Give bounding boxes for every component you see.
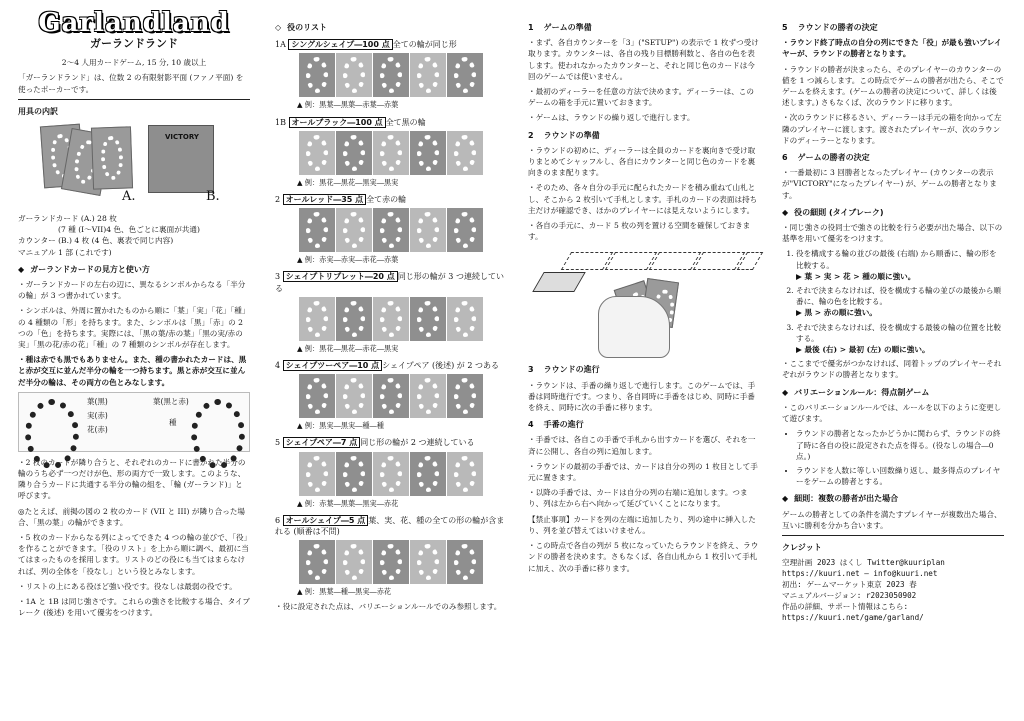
howto-p7: ・リストの上にある役ほど強い役です。役なしは最弱の役です。 xyxy=(18,581,237,591)
role-item: 4 シェイプツーペア―10 点 シェイプペア (後述) が 2 つある ▲ 例：黒実―黒実―種―種 xyxy=(275,360,507,431)
credit-link[interactable]: https://kuuri.net/game/garland/ xyxy=(782,613,924,623)
game-subtitle: ガーランドランド xyxy=(90,37,178,50)
legend-label: 葉(黒と赤) xyxy=(153,396,189,406)
legend-label: 種 xyxy=(169,417,177,427)
setup-p3: ・ゲームは、ラウンドの繰り返しで進行します。 xyxy=(528,113,695,123)
round-prep-p1: ・ラウンドの初めに、ディーラーは全員のカードを裏向きで受け取りまとめてシャッフルし、各自にカウンターと同じ色のカードを裏向きのまま配ります。 xyxy=(528,145,756,178)
card-row-image xyxy=(275,374,507,418)
howto-p5: ◎たとえば、前掲の図の 2 枚のカード (VII と III) が隣り合った場合、「黒の葉」の輪ができます。 xyxy=(18,506,246,527)
winner-p1: ・ラウンド終了時点の自分の列にできた「役」が最も強いプレイヤーが、ラウンドの勝者となります。 xyxy=(782,38,1002,59)
component-line: カウンター (B.) 4 枚 (4 色、裏表で同じ内容) xyxy=(18,236,174,246)
credit-link[interactable]: https://kuuri.net ― info@kuuri.net xyxy=(782,569,938,579)
turn-p2: ・ラウンドの最初の手番では、カードは自分の列の 1 枚目として手元に置きます。 xyxy=(528,461,758,483)
credit-line: 初出: ゲームマーケット東京 2023 春 xyxy=(782,580,917,590)
hand-image xyxy=(598,296,670,358)
role-item: 1A シングルシェイプ―100 点 全ての輪が同じ形 ▲ 例：黒葉―黒葉―赤葉―赤葉 xyxy=(275,39,507,110)
setup-p2: ・最初のディーラーを任意の方法で決めます。ディーラーは、このゲームの箱を手元に置いておきます。 xyxy=(528,87,754,108)
card-row-image xyxy=(275,53,507,97)
diamond-icon: ◆ xyxy=(782,494,789,504)
column-4 xyxy=(782,8,1004,623)
intro-text: 「ガーランドランド」は、位数 2 の有限射影平面 (ファノ平面) を使ったポーカーです。 xyxy=(18,73,244,94)
divider xyxy=(18,99,250,100)
half-ring-image xyxy=(191,399,245,469)
variation-list xyxy=(782,428,1004,487)
credits-heading: クレジット xyxy=(782,542,822,552)
role-example: ▲ 例：黒葉―種―黒実―赤花 xyxy=(297,587,392,597)
roles-note: ・役に設定された点は、バリエーションルールでのみ参照します。 xyxy=(275,602,502,612)
role-item: 5 シェイプペア―7 点 同じ形の輪が 2 つ連続している ▲ 例：赤葉―黒葉―黒実―赤花 xyxy=(275,437,507,508)
role-item: 6 オールシェイプ―5 点 葉、実、花、種の全ての形の輪が含まれる (順番は不問) ▲ 例：黒葉―種―黒実―赤花 xyxy=(275,515,507,598)
role-item: 1B オールブラック―100 点 全て黒の輪 ▲ 例：黒花―黒花―黒実―黒実 xyxy=(275,117,507,188)
roles-heading: ◇ 役のリスト xyxy=(275,23,327,32)
setup-heading: 1 ゲームの準備 xyxy=(528,23,592,32)
credit-line: 作品の詳細、サポート情報はこちら: xyxy=(782,602,909,612)
tiebreak-item: 3. それで決まらなければ、役を構成する最後の輪の位置を比較する。 ▶ 最後 (右) > 最初 (左) の順に強い。 xyxy=(796,322,1004,356)
diamond-icon: ◆ xyxy=(18,264,25,274)
components-heading: 用具の内訳 xyxy=(18,106,58,116)
play-area-figure xyxy=(528,246,760,356)
role-item: 3 シェイプトリプレット―20 点 同じ形の輪が 3 つ連続している ▲ 例：黒花―黒花―赤花―黒実 xyxy=(275,271,507,354)
round-prep-p3: ・各自の手元に、カード 5 枚の列を置ける空間を確保しておきます。 xyxy=(528,221,751,242)
credit-line: 空理計画 2023 はくし Twitter@kuuriplan xyxy=(782,558,945,568)
howto-p2: ・シンボルは、外周に置かれたものから順に「葉」「実」「花」「種」の 4 種類の「形」を持ちます。また、シンボルは「黒」「赤」の 2 つの「色」を持ちます。実際には、「黒の葉/赤の葉」「黒の実/赤の実」「黒の花/赤の花」「種」の 7 種類のシンボルが存在します。 xyxy=(18,306,250,350)
winner-p2: ・ラウンドの勝者が決まったら、そのプレイヤーのカウンターの値を 1 つ減らします。この時点でゲームの勝者が出たら、そこでゲームを終えます。(ゲームの勝者の決定について、詳しくは後述します。) さもなくば、次のラウンドに移ります。 xyxy=(782,64,1004,108)
diamond-icon: ◇ xyxy=(275,23,282,32)
card-row-image xyxy=(275,540,507,584)
component-line: ガーランドカード (A.) 28 枚 xyxy=(18,214,117,224)
winner-heading: 5 ラウンドの勝者の決定 xyxy=(782,23,878,32)
legend-label: 実(赤) xyxy=(87,410,108,420)
credits-block xyxy=(782,557,1004,623)
counter-label: VICTORY xyxy=(165,133,199,142)
role-example: ▲ 例：黒花―黒花―黒実―黒実 xyxy=(297,177,399,187)
round-prog-p1: ・ラウンドは、手番の繰り返しで進行します。このゲームでは、手番は同時進行です。つまり、各自同時に手番をはじめ、同時に手番を終え、同時に次の手番に移ります。 xyxy=(528,380,756,413)
round-prep-p2: ・そのため、各々自分の手元に配られたカードを積み重ねて山札とし、そこから 2 枚引いて手札とします。手札のカードの表面は持ち主だけが確認でき、ほかのプレイヤーには見えないようにします。 xyxy=(528,183,758,215)
setup-p1: ・まず、各自カウンターを「3」("SETUP") の表示で 1 枚ずつ受け取ります。カウンターは、各自の残り目標勝利数と、各自の色を表します。使われなかったカウンターと、それと同じ色のカードは今回のゲームでは使いません。 xyxy=(528,38,759,81)
card-row-image xyxy=(275,297,507,341)
role-item: 2 オールレッド―35 点 全て赤の輪 ▲ 例：赤実―赤実―赤花―赤葉 xyxy=(275,194,507,265)
column-3 xyxy=(528,8,760,578)
turn-p5: ・この時点で各自の列が 5 枚になっていたらラウンドを終え、ラウンドの勝者を決めます。さもなくば、各自山札から 1 枚引いて手札に加え、次の手番に移ります。 xyxy=(528,541,759,573)
turn-p1: ・手番では、各自この手番で手札から出すカードを選び、それを一斉に公開し、各自の列に追加します。 xyxy=(528,435,756,456)
credit-line: マニュアルバージョン: r2023050902 xyxy=(782,591,917,601)
component-line: (7 種 (I〜VII)4 色、色ごとに裏面が共通) xyxy=(58,225,200,235)
howto-p1: ・ガーランドカードの左右の辺に、異なるシンボルからなる「半分の輪」が 3 つ書かれています。 xyxy=(18,280,246,301)
role-example: ▲ 例：黒花―黒花―赤花―黒実 xyxy=(297,343,399,353)
tiebreak-item: 1. 役を構成する輪の並びの最後 (右端) から順番に、輪の形を比較する。 ▶ 葉 > 実 > 花 > 種の順に強い。 xyxy=(796,248,1004,282)
tiebreak-p1: ・同じ強さの役同士で強さの比較を行う必要が出た場合、以下の基準を用いて優劣をつけます。 xyxy=(782,223,1003,244)
howto-p4: ・2 枚のカードが隣り合うと、それぞれのカードに書かれた半分の輪のうち必ず一つだけが色、形の両方で一致します。このような、隣り合うカードに共通する半分の輪の組を、「輪 (ガーランド)」と呼びます。 xyxy=(18,457,246,501)
diamond-icon: ◆ xyxy=(782,207,789,217)
round-prep-heading: 2 ラウンドの準備 xyxy=(528,130,600,140)
diamond-icon: ◆ xyxy=(782,387,789,397)
tiebreak-item: 2. それで決まらなければ、役を構成する輪の並びの最後から順番に、輪の色を比較する。 ▶ 黒 > 赤の順に強い。 xyxy=(796,285,1004,319)
howto-p8: ・1A と 1B は同じ強さです。これらの強さを比較する場合、タイブレーク (後述) を用いて優劣をつけます。 xyxy=(18,597,251,618)
card-row-image xyxy=(275,131,507,175)
role-example: ▲ 例：赤実―赤実―赤花―赤葉 xyxy=(297,255,399,265)
label-a: A. xyxy=(122,189,136,205)
variation-heading: ◆ バリエーションルール：得点制ゲーム xyxy=(782,387,930,397)
variation-item: • ラウンドの勝者となったかどうかに関わらず、ラウンドの終了時に各自の役に設定された点を得る。(役なしの場合―0 点。) xyxy=(796,428,1004,462)
components-figure xyxy=(18,121,250,211)
winner-p3: ・次のラウンドに移るさい、ディーラーは手元の箱を向かって左隣のプレイヤーに渡します。渡されたプレイヤーが、次のラウンドのディーラーとなります。 xyxy=(782,113,1002,145)
turn-p4: 【禁止事項】カードを列の左端に追加したり、列の途中に挿入したり、列を並び替えてはいけません。 xyxy=(528,514,756,535)
howto-p6: ・5 枚のカードからなる列によってできた 4 つの輪の並びで、「役」を作ることができます。「役のリスト」を上から順に調べ、最初に当てはまったものを採用します。リストのどの役にも当てはまらなければ、列の全体を「役なし」という役とみなします。 xyxy=(18,533,249,576)
detail-p1: ゲームの勝者としての条件を満たすプレイヤーが複数出た場合、互いに勝利を分かち合います。 xyxy=(782,509,1002,530)
tiebreak-list xyxy=(782,248,1004,355)
round-prog-heading: 3 ラウンドの進行 xyxy=(528,365,600,375)
card-row-image xyxy=(275,208,507,252)
detail-heading: ◆ 細則：複数の勝者が出た場合 xyxy=(782,494,899,504)
howto-p3: ・種は赤でも黒でもありません。また、種の書かれたカードは、黒と赤が交互に並んだ半分の輪を一つ持ちます。黒と赤が交互に並んだ半分の輪は、その両方の色とみなします。 xyxy=(18,355,247,387)
counter-image xyxy=(148,125,214,193)
component-line: マニュアル 1 部 (これです) xyxy=(18,247,112,257)
game-end-heading: 6 ゲームの勝者の決定 xyxy=(782,153,870,163)
symbol-legend-figure xyxy=(18,392,250,452)
turn-p3: ・以降の手番では、カードは自分の列の右端に追加します。つまり、列は左から右へ向かって延びていくことになります。 xyxy=(528,488,748,509)
tiebreak-p2: ・ここまでで優劣がつかなければ、同着トップのプレイヤーそれぞれがラウンドの勝者となります。 xyxy=(782,359,1002,380)
divider xyxy=(782,535,1004,536)
components-list xyxy=(18,213,250,258)
column-1 xyxy=(18,8,250,623)
howto-heading: ◆ ガーランドカードの見方と使い方 xyxy=(18,264,150,274)
tagline: 2〜4 人用カードゲーム, 15 分, 10 歳以上 xyxy=(61,58,207,68)
tiebreak-heading: ◆ 役の細則 (タイブレーク) xyxy=(782,207,884,217)
turn-heading: 4 手番の進行 xyxy=(528,420,584,430)
card-row-image xyxy=(275,452,507,496)
legend-label: 葉(黒) xyxy=(87,396,108,406)
game-end-p1: ・一番最初に 3 回勝者となったプレイヤー (カウンターの表示が"VICTORY"になったプレイヤー) が、ゲームの勝者となります。 xyxy=(782,168,997,200)
card-deck-image xyxy=(532,272,586,292)
column-2 xyxy=(275,8,507,617)
half-ring-image xyxy=(25,399,79,469)
role-example: ▲ 例：黒葉―黒葉―赤葉―赤葉 xyxy=(297,100,399,110)
variation-p1: ・このバリエーションルールでは、ルールを以下のように変更して遊びます。 xyxy=(782,402,1002,424)
legend-label: 花(赤) xyxy=(87,424,108,434)
game-title: Garlandland xyxy=(38,8,230,38)
label-b: B. xyxy=(206,189,220,205)
role-example: ▲ 例：赤葉―黒葉―黒実―赤花 xyxy=(297,498,399,508)
garland-card-image xyxy=(91,126,133,189)
variation-item: • ラウンドを人数に等しい回数繰り返し、最多得点のプレイヤーをゲームの勝者とする。 xyxy=(796,465,1004,487)
role-example: ▲ 例：黒実―黒実―種―種 xyxy=(297,421,384,431)
